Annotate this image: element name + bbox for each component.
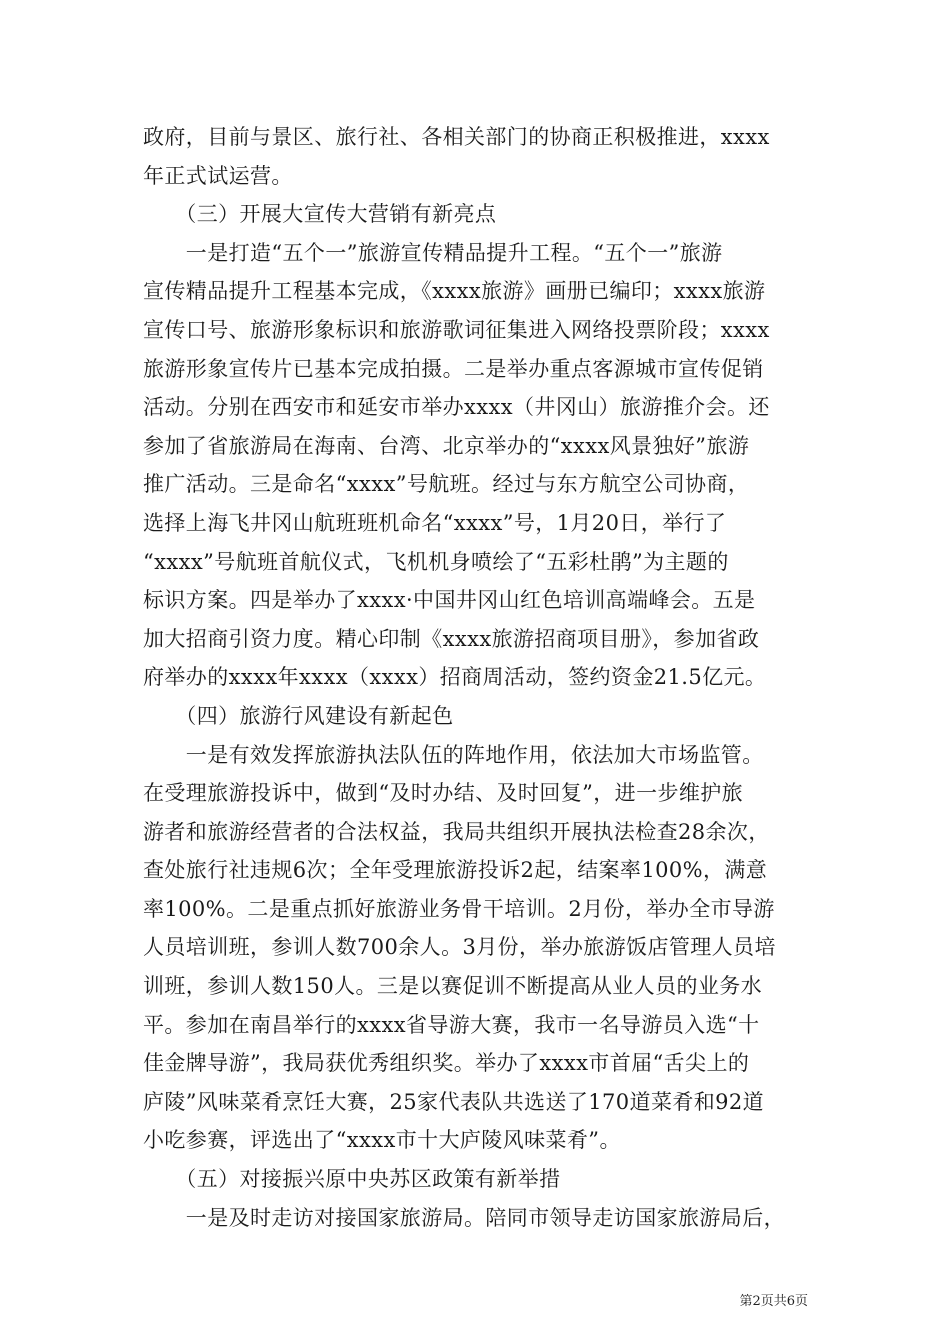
text-line: 年正式试运营。 (143, 163, 293, 188)
text-line: 标识方案。四是举办了xxxx·中国井冈山红色培训高端峰会。五是 (143, 588, 756, 613)
text-line: 率100%。二是重点抓好旅游业务骨干培训。2月份，举办全市导游 (143, 896, 775, 921)
text-line: “xxxx”号航班首航仪式，飞机机身喷绘了“五彩杜鹃”为主题的 (143, 549, 729, 574)
text-line: 选择上海飞井冈山航班班机命名“xxxx”号，1月20日，举行了 (143, 510, 727, 535)
text-line: 宣传精品提升工程基本完成，《xxxx旅游》画册已编印；xxxx旅游 (143, 279, 766, 304)
text-line: 庐陵”风味菜肴烹饪大赛，25家代表队共选送了170道菜肴和92道 (143, 1089, 765, 1114)
text-line: 加大招商引资力度。精心印制《xxxx旅游招商项目册》，参加省政 (143, 626, 760, 651)
page-number: 第2页共6页 (739, 1294, 808, 1309)
text-line: 推广活动。三是命名“xxxx”号航班。经过与东方航空公司协商， (143, 472, 750, 497)
text-line: 旅游形象宣传片已基本完成拍摄。二是举办重点客源城市宣传促销 (143, 356, 764, 381)
text-line: 平。参加在南昌举行的xxxx省导游大赛，我市一名导游员入选“十 (143, 1012, 760, 1037)
text-line: 一是打造“五个一”旅游宣传精品提升工程。“五个一”旅游 (143, 240, 723, 265)
text-line: 参加了省旅游局在海南、台湾、北京举办的“xxxx风景独好”旅游 (143, 433, 750, 458)
document-body (143, 118, 823, 1237)
section-heading: （四）旅游行风建设有新起色 (143, 703, 454, 728)
text-line: 小吃参赛，评选出了“xxxx市十大庐陵风味菜肴”。 (143, 1128, 621, 1153)
text-line: 人员培训班，参训人数700余人。3月份，举办旅游饭店管理人员培 (143, 935, 776, 960)
text-line: 佳金牌导游”，我局获优秀组织奖。举办了xxxx市首届“舌尖上的 (143, 1051, 750, 1076)
text-line: 查处旅行社违规6次；全年受理旅游投诉2起，结案率100%，满意 (143, 858, 768, 883)
section-heading: （五）对接振兴原中央苏区政策有新举措 (143, 1167, 561, 1192)
text-line: 活动。分别在西安市和延安市举办xxxx（井冈山）旅游推介会。还 (143, 395, 770, 420)
section-heading: （三）开展大宣传大营销有新亮点 (143, 202, 497, 227)
text-line: 训班，参训人数150人。三是以赛促训不断提高从业人员的业务水 (143, 974, 763, 999)
text-line: 宣传口号、旅游形象标识和旅游歌词征集进入网络投票阶段；xxxx (143, 317, 770, 342)
text-line: 在受理旅游投诉中，做到“及时办结、及时回复”，进一步维护旅 (143, 781, 744, 806)
text-line: 政府，目前与景区、旅行社、各相关部门的协商正积极推进，xxxx (143, 125, 770, 149)
text-line: 府举办的xxxx年xxxx（xxxx）招商周活动，签约资金21.5亿元。 (143, 665, 767, 690)
text-line: 游者和旅游经营者的合法权益，我局共组织开展执法检查28余次， (143, 819, 770, 844)
text-line: 一是有效发挥旅游执法队伍的阵地作用，依法加大市场监管。 (143, 742, 764, 767)
text-line: 一是及时走访对接国家旅游局。陪同市领导走访国家旅游局后， (143, 1205, 785, 1230)
